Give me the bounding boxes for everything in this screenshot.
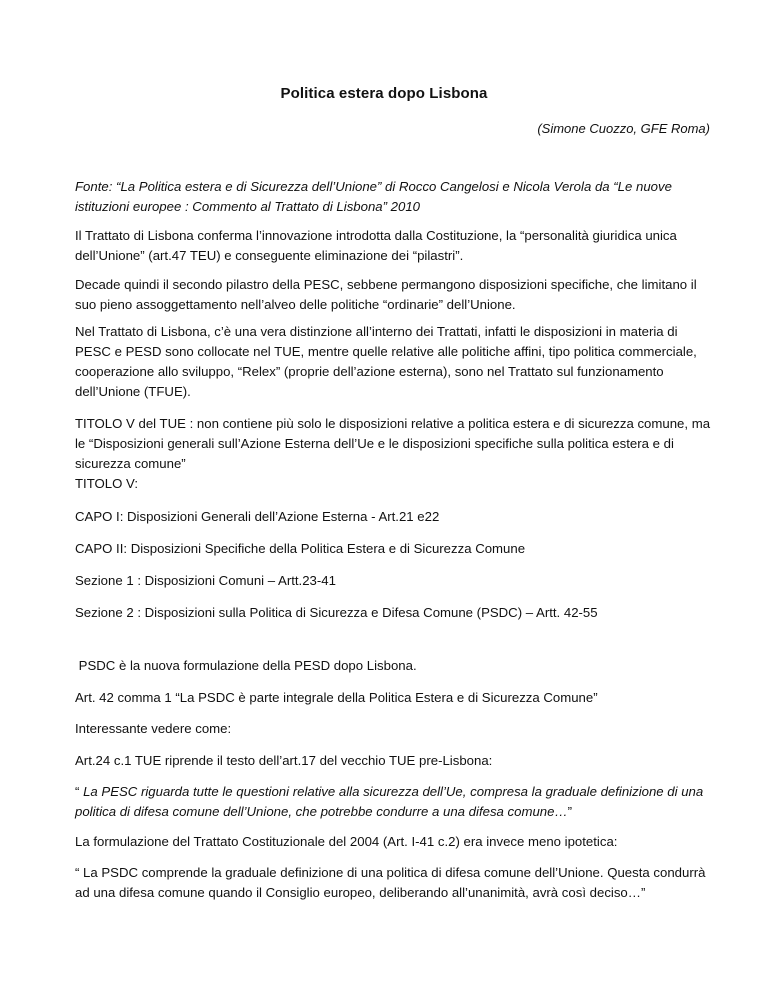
quote-open-mark: “ — [75, 784, 84, 799]
paragraph-line: dell’Unione (TFUE). — [75, 384, 191, 399]
source-line-2: istituzioni europee : Commento al Trattato di Lisbona” 2010 — [75, 199, 421, 214]
art-24-line: Art.24 c.1 TUE riprende il testo dell’art.17 del vecchio TUE pre-Lisbona: — [75, 753, 493, 768]
psdc-intro-line: PSDC è la nuova formulazione della PESD dopo Lisbona. — [75, 658, 417, 673]
quote-text: La PESC riguarda tutte le questioni relative alla sicurezza dell’Ue, compresa la graduale definizione di una — [83, 784, 704, 799]
paragraph-personalita-giuridica — [75, 226, 700, 266]
capo-1-line: CAPO I: Disposizioni Generali dell’Azione Esterna - Art.21 e22 — [75, 509, 440, 524]
paragraph-line: cooperazione allo sviluppo, “Relex” (proprie dell’azione esterna), sono nel Trattato sul funzionamento — [75, 364, 664, 379]
quote-line-1: “ La PSDC comprende la graduale definizione di una politica di difesa comune dell’Unione. Questa condurrà — [75, 865, 706, 880]
art-42-line: Art. 42 comma 1 “La PSDC è parte integrale della Politica Estera e di Sicurezza Comune” — [75, 690, 598, 705]
paragraph-trattato-lisbona — [75, 322, 700, 402]
quote-line-1 — [75, 782, 704, 802]
paragraph-line: Il Trattato di Lisbona conferma l’innovazione introdotta dalla Costituzione, la “personalità giuridica unica — [75, 228, 677, 243]
capo-2-line: CAPO II: Disposizioni Specifiche della Politica Estera e di Sicurezza Comune — [75, 541, 526, 556]
quote-costituzione-paragraph — [75, 863, 706, 903]
source-paragraph — [75, 177, 700, 217]
sezione-1-line: Sezione 1 : Disposizioni Comuni – Artt.23-41 — [75, 573, 336, 588]
formulazione-line: La formulazione del Trattato Costituzionale del 2004 (Art. I-41 c.2) era invece meno ipotetica: — [75, 834, 618, 849]
quote-pesc-paragraph — [75, 782, 704, 822]
interessante-line: Interessante vedere come: — [75, 721, 232, 736]
quote-line-2 — [75, 802, 700, 822]
paragraph-line: TITOLO V del TUE : non contiene più solo le disposizioni relative a politica estera e di sicurezza comune, ma — [75, 416, 711, 431]
author-line: (Simone Cuozzo, GFE Roma) — [537, 121, 710, 136]
paragraph-line: sicurezza comune” — [75, 456, 186, 471]
quote-line-2: ad una difesa comune quando il Consiglio europeo, deliberando all’unanimità, avrà così deciso…” — [75, 885, 646, 900]
paragraph-line: PESC e PESD sono collocate nel TUE, mentre quelle relative alle politiche affini, tipo politica commerciale, — [75, 344, 697, 359]
quote-text: politica di difesa comune dell’Unione, che potrebbe condurre a una difesa comune… — [75, 804, 568, 819]
heading-titolo-v: TITOLO V: — [75, 476, 139, 491]
paragraph-secondo-pilastro — [75, 275, 700, 315]
quote-close-mark: ” — [567, 804, 573, 819]
document-title: Politica estera dopo Lisbona — [280, 85, 488, 102]
paragraph-line: Nel Trattato di Lisbona, c’è una vera distinzione all’interno dei Trattati, infatti le disposizioni in materia di — [75, 324, 678, 339]
paragraph-line: Decade quindi il secondo pilastro della PESC, sebbene permangono disposizioni specifiche, che limitano il — [75, 277, 697, 292]
paragraph-titolo-v-tue — [75, 414, 711, 474]
paragraph-line: le “Disposizioni generali sull’Azione Esterna dell’Ue e le disposizioni specifiche sulla politica estera e di — [75, 436, 674, 451]
source-line-1: Fonte: “La Politica estera e di Sicurezza dell’Unione” di Rocco Cangelosi e Nicola Verola da “Le nuove — [75, 179, 672, 194]
sezione-2-line: Sezione 2 : Disposizioni sulla Politica di Sicurezza e Difesa Comune (PSDC) – Artt. 42-55 — [75, 605, 598, 620]
paragraph-line: suo pieno assoggettamento nell’alveo delle politiche “ordinarie” dell’Unione. — [75, 297, 516, 312]
paragraph-line: dell’Unione” (art.47 TEU) e conseguente eliminazione dei “pilastri”. — [75, 248, 464, 263]
